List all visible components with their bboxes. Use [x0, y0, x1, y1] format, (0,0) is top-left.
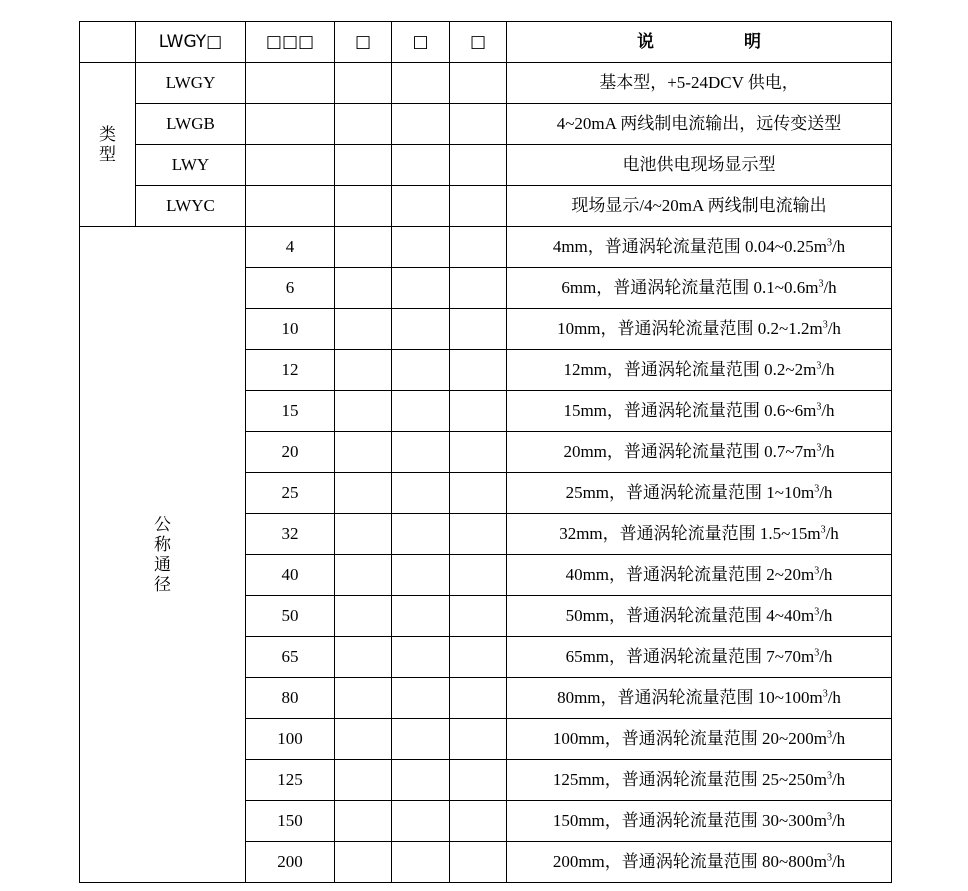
unit-exponent: 3 — [814, 483, 820, 495]
unit-exponent: 3 — [822, 319, 828, 331]
diameter-description-cell — [507, 514, 892, 555]
diameter-size-cell: 40 — [246, 555, 335, 596]
type-code-cell: LWGB — [136, 104, 246, 145]
unit-tail: /h — [825, 524, 839, 543]
unit-tail: /h — [831, 729, 846, 748]
unit-tail: /h — [831, 852, 846, 871]
empty-cell — [335, 391, 392, 432]
empty-cell — [450, 678, 507, 719]
empty-cell — [335, 63, 392, 104]
unit-tail: /h — [831, 770, 846, 789]
unit-exponent: 3 — [814, 647, 820, 659]
type-code-cell: LWY — [136, 145, 246, 186]
unit-exponent: 3 — [816, 442, 822, 454]
group-label-char: 径 — [154, 574, 171, 595]
type-group-label — [80, 63, 136, 227]
flow-range-text: 25mm，普通涡轮流量范围 1~10m — [565, 483, 815, 502]
flow-range-text: 6mm，普通涡轮流量范围 0.1~0.6m — [561, 278, 819, 297]
empty-cell — [392, 555, 450, 596]
empty-cell — [392, 432, 450, 473]
type-description-cell: 基本型，+5-24DCV 供电， — [507, 63, 892, 104]
empty-cell — [450, 227, 507, 268]
flow-range-text: 200mm，普通涡轮流量范围 80~800m — [552, 852, 827, 871]
empty-cell — [450, 801, 507, 842]
type-description-cell: 4~20mA 两线制电流输出，远传变送型 — [507, 104, 892, 145]
diameter-group-label — [80, 227, 246, 883]
empty-cell — [450, 719, 507, 760]
empty-cell — [335, 473, 392, 514]
flow-range-text: 20mm，普通涡轮流量范围 0.7~7m — [563, 442, 817, 461]
flow-range-text: 65mm，普通涡轮流量范围 7~70m — [565, 647, 815, 666]
empty-cell — [335, 555, 392, 596]
type-row — [80, 104, 892, 145]
unit-exponent: 3 — [816, 360, 822, 372]
empty-cell — [450, 309, 507, 350]
flow-range-text: 32mm，普通涡轮流量范围 1.5~15m — [559, 524, 821, 543]
diameter-size-cell: 100 — [246, 719, 335, 760]
header-option-3: □ — [450, 22, 507, 63]
diameter-description-cell — [507, 719, 892, 760]
empty-cell — [450, 842, 507, 883]
empty-cell — [335, 719, 392, 760]
flow-range-text: 80mm，普通涡轮流量范围 10~100m — [557, 688, 823, 707]
diameter-size-cell: 4 — [246, 227, 335, 268]
empty-cell — [335, 596, 392, 637]
diameter-size-cell: 6 — [246, 268, 335, 309]
empty-cell — [450, 391, 507, 432]
unit-exponent: 3 — [816, 401, 822, 413]
unit-tail: /h — [819, 565, 833, 584]
diameter-size-cell: 150 — [246, 801, 335, 842]
empty-cell — [450, 473, 507, 514]
flow-range-text: 50mm，普通涡轮流量范围 4~40m — [565, 606, 815, 625]
empty-cell — [246, 63, 335, 104]
empty-cell — [335, 350, 392, 391]
diameter-size-cell: 65 — [246, 637, 335, 678]
model-selection-table — [79, 21, 892, 883]
header-option-2: □ — [392, 22, 450, 63]
empty-cell — [450, 268, 507, 309]
flow-range-text: 12mm，普通涡轮流量范围 0.2~2m — [563, 360, 817, 379]
empty-cell — [450, 514, 507, 555]
empty-cell — [335, 801, 392, 842]
flow-range-text: 15mm，普通涡轮流量范围 0.6~6m — [563, 401, 817, 420]
empty-cell — [450, 145, 507, 186]
diameter-description-cell — [507, 760, 892, 801]
header-diameter-code: □□□ — [246, 22, 335, 63]
unit-exponent: 3 — [826, 237, 832, 249]
empty-cell — [392, 842, 450, 883]
type-description-cell: 电池供电现场显示型 — [507, 145, 892, 186]
empty-cell — [246, 145, 335, 186]
unit-exponent: 3 — [814, 565, 820, 577]
empty-cell — [392, 227, 450, 268]
diameter-size-cell: 200 — [246, 842, 335, 883]
unit-exponent: 3 — [820, 524, 826, 536]
header-desc-char-2: 明 — [744, 32, 761, 52]
type-description-cell: 现场显示/4~20mA 两线制电流输出 — [507, 186, 892, 227]
type-row — [80, 145, 892, 186]
diameter-description-cell — [507, 637, 892, 678]
unit-tail: /h — [821, 442, 835, 461]
diameter-size-cell: 125 — [246, 760, 335, 801]
header-description — [507, 22, 892, 63]
empty-cell — [335, 842, 392, 883]
empty-cell — [392, 104, 450, 145]
diameter-size-cell: 15 — [246, 391, 335, 432]
flow-range-text: 150mm，普通涡轮流量范围 30~300m — [552, 811, 827, 830]
unit-tail: /h — [827, 319, 841, 338]
diameter-size-cell: 12 — [246, 350, 335, 391]
unit-exponent: 3 — [826, 811, 832, 823]
flow-range-text: 125mm，普通涡轮流量范围 25~250m — [552, 770, 827, 789]
diameter-description-cell — [507, 801, 892, 842]
empty-cell — [392, 596, 450, 637]
flow-range-text: 4mm，普通涡轮流量范围 0.04~0.25m — [552, 237, 827, 256]
unit-tail: /h — [831, 811, 846, 830]
diameter-description-cell — [507, 473, 892, 514]
empty-cell — [392, 391, 450, 432]
empty-cell — [450, 63, 507, 104]
empty-cell — [392, 473, 450, 514]
empty-cell — [392, 719, 450, 760]
empty-cell — [392, 637, 450, 678]
empty-cell — [335, 227, 392, 268]
empty-cell — [450, 637, 507, 678]
unit-tail: /h — [819, 606, 833, 625]
empty-cell — [335, 637, 392, 678]
header-row — [80, 22, 892, 63]
diameter-description-cell — [507, 432, 892, 473]
header-model-code: LWGY□ — [136, 22, 246, 63]
empty-cell — [392, 309, 450, 350]
empty-cell — [335, 432, 392, 473]
group-label-char: 公 — [154, 514, 171, 535]
empty-cell — [246, 104, 335, 145]
empty-cell — [335, 514, 392, 555]
diameter-description-cell — [507, 596, 892, 637]
type-row — [80, 186, 892, 227]
diameter-description-cell — [507, 842, 892, 883]
empty-cell — [392, 350, 450, 391]
empty-cell — [335, 678, 392, 719]
header-option-1: □ — [335, 22, 392, 63]
type-code-cell: LWGY — [136, 63, 246, 104]
diameter-description-cell — [507, 391, 892, 432]
unit-exponent: 3 — [826, 852, 832, 864]
diameter-size-cell: 80 — [246, 678, 335, 719]
group-label-char: 称 — [154, 534, 171, 555]
empty-cell — [392, 145, 450, 186]
diameter-size-cell: 20 — [246, 432, 335, 473]
empty-cell — [335, 268, 392, 309]
empty-cell — [392, 63, 450, 104]
unit-tail: /h — [823, 278, 837, 297]
empty-cell — [392, 760, 450, 801]
empty-cell — [450, 350, 507, 391]
empty-cell — [335, 186, 392, 227]
empty-cell — [450, 104, 507, 145]
empty-cell — [392, 801, 450, 842]
empty-cell — [450, 186, 507, 227]
empty-cell — [392, 678, 450, 719]
empty-cell — [450, 432, 507, 473]
diameter-description-cell — [507, 309, 892, 350]
empty-cell — [392, 186, 450, 227]
diameter-size-cell: 10 — [246, 309, 335, 350]
unit-tail: /h — [819, 483, 833, 502]
empty-cell — [450, 760, 507, 801]
diameter-row — [80, 227, 892, 268]
diameter-size-cell: 50 — [246, 596, 335, 637]
unit-exponent: 3 — [826, 770, 832, 782]
type-row — [80, 63, 892, 104]
empty-cell — [335, 309, 392, 350]
unit-tail: /h — [831, 237, 846, 256]
unit-exponent: 3 — [826, 729, 832, 741]
group-label-char: 类 — [99, 124, 116, 145]
diameter-description-cell — [507, 678, 892, 719]
diameter-description-cell — [507, 350, 892, 391]
unit-exponent: 3 — [814, 606, 820, 618]
empty-cell — [335, 760, 392, 801]
diameter-size-cell: 32 — [246, 514, 335, 555]
diameter-size-cell: 25 — [246, 473, 335, 514]
group-label-char: 型 — [99, 144, 116, 165]
header-blank-cell — [80, 22, 136, 63]
empty-cell — [450, 555, 507, 596]
group-label-char: 通 — [154, 554, 171, 575]
unit-exponent: 3 — [818, 278, 824, 290]
empty-cell — [450, 596, 507, 637]
empty-cell — [246, 186, 335, 227]
empty-cell — [335, 104, 392, 145]
diameter-description-cell — [507, 555, 892, 596]
flow-range-text: 100mm，普通涡轮流量范围 20~200m — [552, 729, 827, 748]
empty-cell — [392, 268, 450, 309]
empty-cell — [335, 145, 392, 186]
unit-tail: /h — [821, 401, 835, 420]
empty-cell — [392, 514, 450, 555]
unit-tail: /h — [827, 688, 841, 707]
diameter-description-cell — [507, 268, 892, 309]
flow-range-text: 10mm，普通涡轮流量范围 0.2~1.2m — [557, 319, 823, 338]
unit-tail: /h — [819, 647, 833, 666]
type-code-cell: LWYC — [136, 186, 246, 227]
header-desc-char-1: 说 — [637, 32, 654, 52]
flow-range-text: 40mm，普通涡轮流量范围 2~20m — [565, 565, 815, 584]
diameter-description-cell — [507, 227, 892, 268]
unit-tail: /h — [821, 360, 835, 379]
unit-exponent: 3 — [822, 688, 828, 700]
